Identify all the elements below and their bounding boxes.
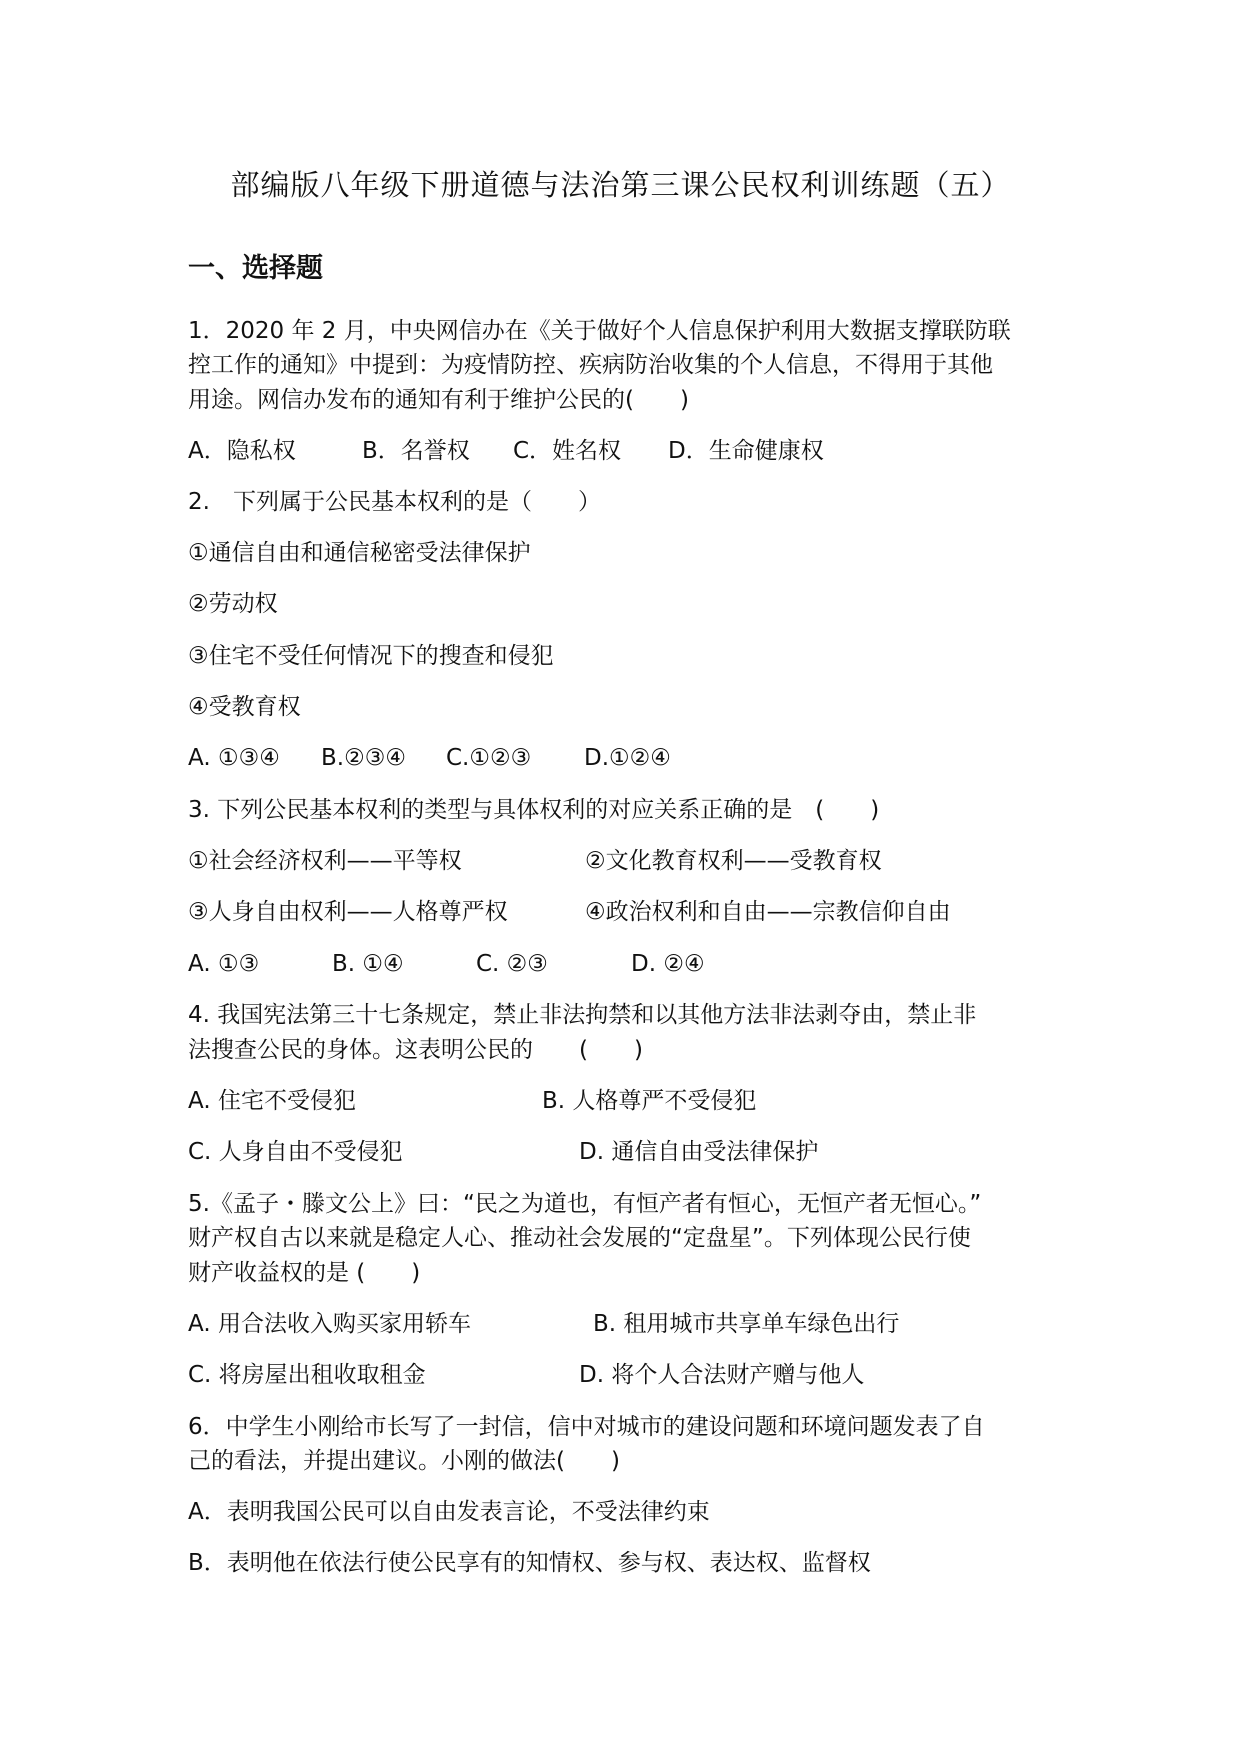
q2-option-c: C.①②③ xyxy=(446,745,532,771)
q3-option-d: D. ②④ xyxy=(631,951,705,977)
q4-option-c: C. 人身自由不受侵犯 xyxy=(188,1139,403,1165)
q6-option-b: B．表明他在依法行使公民享有的知情权、参与权、表达权、监督权 xyxy=(188,1550,871,1576)
section-heading: 一、选择题 xyxy=(188,253,323,284)
q4-options-row-1 xyxy=(188,1086,757,1116)
q2-item-3: ③住宅不受任何情况下的搜查和侵犯 xyxy=(188,643,554,669)
q1-option-a: A．隐私权 xyxy=(188,438,296,464)
q1-option-b: B．名誉权 xyxy=(362,438,470,464)
q4-option-d: D. 通信自由受法律保护 xyxy=(579,1139,819,1165)
q3-option-c: C. ②③ xyxy=(476,951,548,977)
q5-option-a: A. 用合法收入购买家用轿车 xyxy=(188,1311,471,1337)
q2-item-1: ①通信自由和通信秘密受法律保护 xyxy=(188,540,531,566)
q6-line-2: 己的看法，并提出建议。小刚的做法( ) xyxy=(188,1448,620,1474)
q2-item-2: ②劳动权 xyxy=(188,591,278,617)
q1-options xyxy=(188,436,824,466)
q4-option-b: B. 人格尊严不受侵犯 xyxy=(542,1088,757,1114)
q3-options xyxy=(188,949,705,979)
q1-line-2: 控工作的通知》中提到：为疫情防控、疾病防治收集的个人信息，不得用于其他 xyxy=(188,352,993,378)
q1-line-3: 用途。网信办发布的通知有利于维护公民的( ) xyxy=(188,387,689,413)
q3-item-3: ③人身自由权利——人格尊严权 xyxy=(188,899,508,925)
q1-option-c: C．姓名权 xyxy=(513,438,622,464)
q2-option-d: D.①②④ xyxy=(584,745,671,771)
q5-option-d: D. 将个人合法财产赠与他人 xyxy=(579,1362,865,1388)
q5-line-1: 5.《孟子・滕文公上》曰：“民之为道也，有恒产者有恒心，无恒产者无恒心。” xyxy=(188,1191,982,1217)
q5-line-3: 财产收益权的是 ( ) xyxy=(188,1260,421,1286)
q4-option-a: A. 住宅不受侵犯 xyxy=(188,1088,356,1114)
q6-option-a: A．表明我国公民可以自由发表言论，不受法律约束 xyxy=(188,1499,710,1525)
q2-stem: 2. 下列属于公民基本权利的是（ ） xyxy=(188,489,601,515)
q1-line-1: 1．2020 年 2 月，中央网信办在《关于做好个人信息保护利用大数据支撑联防联 xyxy=(188,318,1011,344)
q5-options-row-1 xyxy=(188,1309,900,1339)
q4-line-1: 4. 我国宪法第三十七条规定，禁止非法拘禁和以其他方法非法剥夺由，禁止非 xyxy=(188,1002,977,1028)
q5-line-2: 财产权自古以来就是稳定人心、推动社会发展的“定盘星”。下列体现公民行使 xyxy=(188,1225,971,1251)
q4-line-2: 法搜查公民的身体。这表明公民的 ( ) xyxy=(188,1037,643,1063)
q3-item-1: ①社会经济权利——平等权 xyxy=(188,848,462,874)
q2-option-a: A. ①③④ xyxy=(188,745,280,771)
document-title: 部编版八年级下册道德与法治第三课公民权利训练题（五） xyxy=(230,168,1011,202)
q2-item-4: ④受教育权 xyxy=(188,694,301,720)
q5-options-row-2 xyxy=(188,1360,865,1390)
q3-stem: 3. 下列公民基本权利的类型与具体权利的对应关系正确的是 ( ) xyxy=(188,797,880,823)
q2-option-b: B.②③④ xyxy=(321,745,406,771)
q2-options xyxy=(188,743,671,773)
q1-option-d: D．生命健康权 xyxy=(668,438,824,464)
q5-option-c: C. 将房屋出租收取租金 xyxy=(188,1362,426,1388)
q3-items-row-2 xyxy=(188,897,951,927)
q5-option-b: B. 租用城市共享单车绿色出行 xyxy=(593,1311,900,1337)
q3-items-row-1 xyxy=(188,846,882,876)
q3-option-b: B. ①④ xyxy=(332,951,404,977)
q3-item-2: ②文化教育权利——受教育权 xyxy=(585,848,882,874)
q3-item-4: ④政治权利和自由——宗教信仰自由 xyxy=(585,899,951,925)
q3-option-a: A. ①③ xyxy=(188,951,260,977)
q4-options-row-2 xyxy=(188,1137,819,1167)
q6-line-1: 6．中学生小刚给市长写了一封信，信中对城市的建设问题和环境问题发表了自 xyxy=(188,1414,985,1440)
